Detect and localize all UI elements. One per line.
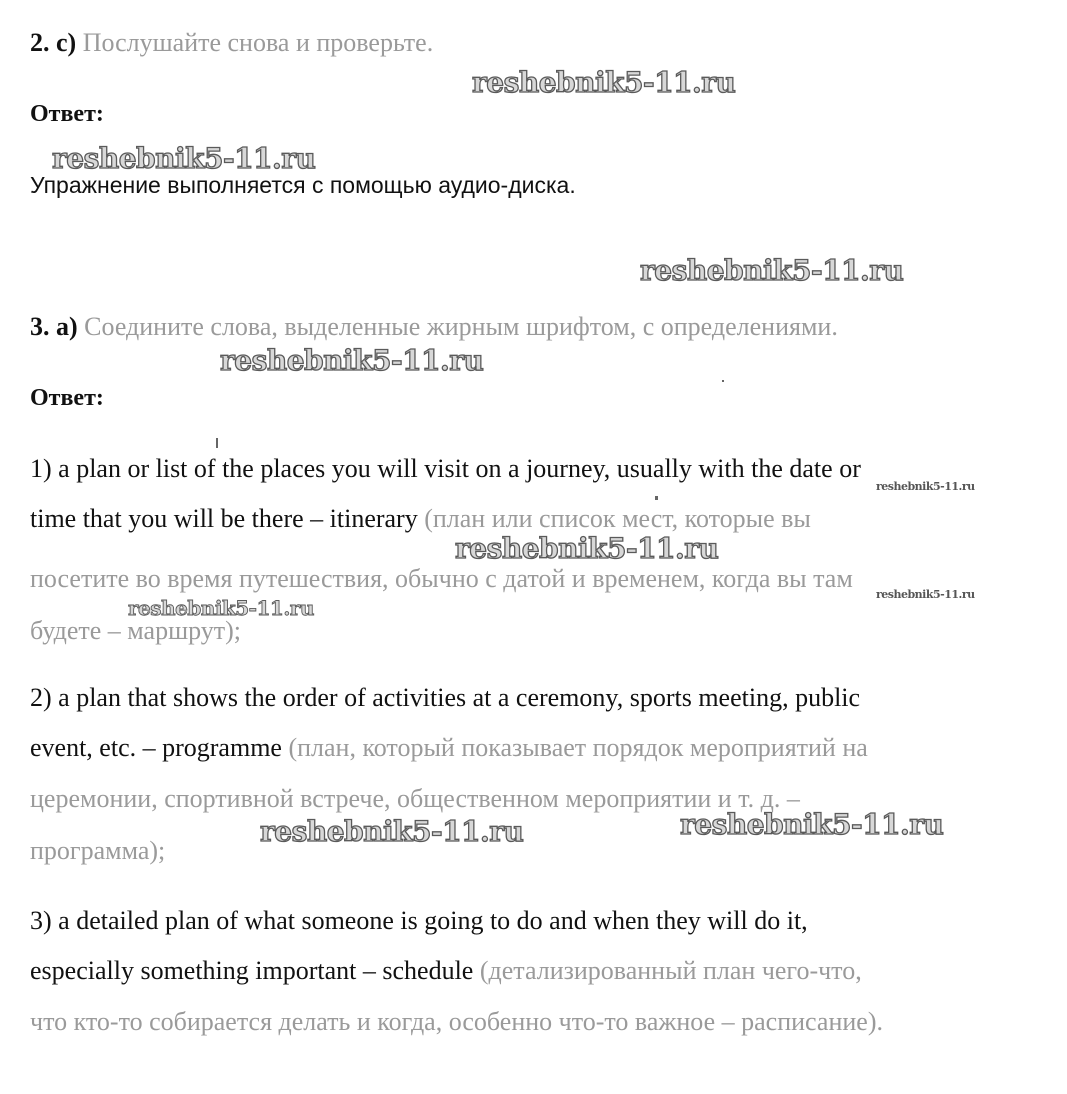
watermark: reshebnik5-11.ru <box>876 588 975 601</box>
item-2-line-2 <box>30 733 868 763</box>
scan-speck <box>655 496 658 500</box>
watermark: reshebnik5-11.ru <box>220 344 484 377</box>
item-2-translation-start: (план, который показывает порядок мероприятий на <box>288 733 868 762</box>
item-2-line-1: 2) a plan that shows the order of activities at a ceremony, sports meeting, public <box>30 683 861 712</box>
scan-speck <box>722 380 724 382</box>
task-3a-heading <box>30 312 838 342</box>
watermark: reshebnik5-11.ru <box>876 480 975 493</box>
item-2-english-definition: event, etc. – programme <box>30 733 289 762</box>
item-3-line-2 <box>30 956 862 986</box>
task-2c-heading <box>30 28 433 58</box>
item-1-english-definition: time that you will be there – itinerary <box>30 504 425 533</box>
item-3-translation-line-2: что кто-то собирается делать и когда, особенно что-то важное – расписание). <box>30 1007 883 1036</box>
watermark: reshebnik5-11.ru <box>455 532 719 565</box>
task-2c-number: 2. с) <box>30 28 77 57</box>
answer-label: Ответ: <box>30 385 104 411</box>
watermark: reshebnik5-11.ru <box>260 815 524 848</box>
item-1-translation-start: (план или список мест, которые вы <box>424 504 811 533</box>
watermark: reshebnik5-11.ru <box>128 596 314 620</box>
watermark: reshebnik5-11.ru <box>640 254 904 287</box>
item-1-line-2 <box>30 504 811 534</box>
task-3a-number: 3. a) <box>30 312 78 341</box>
item-1-translation-line-2: посетите во время путешествия, обычно с датой и временем, когда вы там <box>30 564 853 593</box>
task-2c-instruction: Послушайте снова и проверьте. <box>82 28 434 57</box>
answer-label: Ответ: <box>30 101 104 127</box>
task-2c-answer: Упражнение выполняется с помощью аудио-диска. <box>30 172 576 198</box>
task-3a-instruction: Соедините слова, выделенные жирным шрифтом, с определениями. <box>84 312 838 341</box>
watermark: reshebnik5-11.ru <box>472 66 736 99</box>
item-2-translation-line-3: программа); <box>30 836 166 865</box>
item-3-line-1: 3) a detailed plan of what someone is going to do and when they will do it, <box>30 906 808 935</box>
item-1-line-1: 1) a plan or list of the places you will visit on a journey, usually with the date or <box>30 454 861 483</box>
scan-speck <box>216 438 218 448</box>
item-3-translation-start: (детализированный план чего-что, <box>479 956 862 985</box>
item-2-translation-line-2: церемонии, спортивной встрече, общественном мероприятии и т. д. – <box>30 784 800 813</box>
watermark: reshebnik5-11.ru <box>680 808 944 841</box>
item-1-translation-line-3: будете – маршрут); <box>30 616 242 645</box>
item-3-english-definition: especially something important – schedule <box>30 956 480 985</box>
watermark: reshebnik5-11.ru <box>52 142 316 175</box>
